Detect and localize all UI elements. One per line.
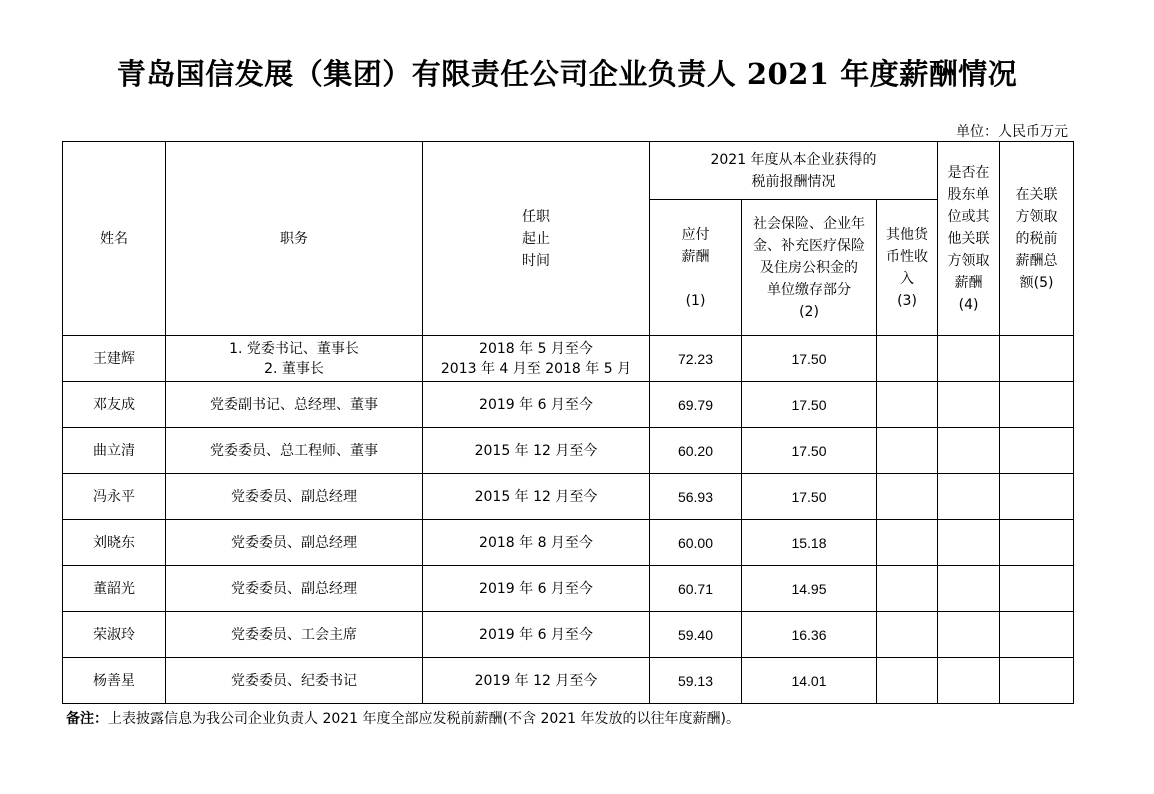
cell-other (877, 474, 938, 520)
cell-term: 2019 年 6 月至今 (423, 382, 650, 428)
table-row (63, 612, 1074, 658)
cell-name: 冯永平 (63, 474, 166, 520)
cell-payable: 60.20 (650, 428, 742, 474)
cell-term: 2019 年 6 月至今 (423, 566, 650, 612)
cell-insurance: 16.36 (742, 612, 877, 658)
unit-label: 单位：人民币万元 (956, 124, 1068, 140)
cell-insurance: 17.50 (742, 474, 877, 520)
cell-position: 党委副书记、总经理、董事 (166, 382, 423, 428)
cell-related (1000, 382, 1074, 428)
cell-name: 荣淑玲 (63, 612, 166, 658)
cell-related (1000, 612, 1074, 658)
header-name: 姓名 (63, 142, 166, 336)
cell-term: 2019 年 6 月至今 (423, 612, 650, 658)
cell-insurance: 17.50 (742, 428, 877, 474)
header-related: 在关联 方领取 的税前 薪酬总 额(5) (1000, 142, 1074, 336)
cell-shareholder (938, 612, 1000, 658)
salary-table (62, 141, 1074, 704)
cell-shareholder (938, 520, 1000, 566)
cell-insurance: 17.50 (742, 336, 877, 382)
cell-related (1000, 428, 1074, 474)
cell-term: 2015 年 12 月至今 (423, 474, 650, 520)
cell-payable: 69.79 (650, 382, 742, 428)
cell-related (1000, 520, 1074, 566)
cell-shareholder (938, 382, 1000, 428)
cell-term: 2015 年 12 月至今 (423, 428, 650, 474)
cell-term: 2019 年 12 月至今 (423, 658, 650, 704)
cell-shareholder (938, 428, 1000, 474)
table-row (63, 566, 1074, 612)
cell-name: 曲立清 (63, 428, 166, 474)
cell-related (1000, 474, 1074, 520)
cell-position: 党委委员、工会主席 (166, 612, 423, 658)
header-other: 其他货 币性收 入 (3) (877, 200, 938, 336)
cell-related (1000, 336, 1074, 382)
cell-payable: 60.71 (650, 566, 742, 612)
cell-other (877, 612, 938, 658)
table-row (63, 382, 1074, 428)
cell-position: 党委委员、副总经理 (166, 520, 423, 566)
page-title: 青岛国信发展（集团）有限责任公司企业负责人 2021 年度薪酬情况 (116, 57, 1018, 91)
cell-name: 董韶光 (63, 566, 166, 612)
cell-insurance: 14.01 (742, 658, 877, 704)
header-insurance: 社会保险、企业年 金、补充医疗保险 及住房公积金的 单位缴存部分 (2) (742, 200, 877, 336)
cell-insurance: 14.95 (742, 566, 877, 612)
cell-payable: 59.40 (650, 612, 742, 658)
table-row (63, 428, 1074, 474)
cell-shareholder (938, 474, 1000, 520)
cell-name: 杨善星 (63, 658, 166, 704)
cell-position: 党委委员、副总经理 (166, 474, 423, 520)
table-row (63, 520, 1074, 566)
cell-position: 党委委员、副总经理 (166, 566, 423, 612)
cell-other (877, 428, 938, 474)
cell-related (1000, 658, 1074, 704)
cell-other (877, 336, 938, 382)
cell-shareholder (938, 566, 1000, 612)
cell-position: 党委委员、纪委书记 (166, 658, 423, 704)
footnote-text: 上表披露信息为我公司企业负责人 2021 年度全部应发税前薪酬(不含 2021 年发放的以往年度薪酬)。 (108, 711, 740, 727)
cell-related (1000, 566, 1074, 612)
header-shareholder: 是否在 股东单 位或其 他关联 方领取 薪酬 (4) (938, 142, 1000, 336)
table-row (63, 658, 1074, 704)
header-pretax-group: 2021 年度从本企业获得的 税前报酬情况 (650, 142, 938, 200)
cell-payable: 59.13 (650, 658, 742, 704)
cell-term: 2018 年 5 月至今 2013 年 4 月至 2018 年 5 月 (423, 336, 650, 382)
cell-position: 1. 党委书记、董事长 2. 董事长 (166, 336, 423, 382)
table-row (63, 474, 1074, 520)
cell-insurance: 15.18 (742, 520, 877, 566)
cell-payable: 56.93 (650, 474, 742, 520)
cell-other (877, 382, 938, 428)
cell-payable: 60.00 (650, 520, 742, 566)
cell-name: 刘晓东 (63, 520, 166, 566)
cell-other (877, 658, 938, 704)
cell-name: 王建辉 (63, 336, 166, 382)
cell-term: 2018 年 8 月至今 (423, 520, 650, 566)
cell-other (877, 566, 938, 612)
header-position: 职务 (166, 142, 423, 336)
footnote-label: 备注： (66, 711, 108, 727)
cell-shareholder (938, 336, 1000, 382)
footnote (66, 708, 740, 728)
header-term: 任职 起止 时间 (423, 142, 650, 336)
cell-position: 党委委员、总工程师、董事 (166, 428, 423, 474)
table-row (63, 336, 1074, 382)
cell-insurance: 17.50 (742, 382, 877, 428)
cell-shareholder (938, 658, 1000, 704)
cell-other (877, 520, 938, 566)
cell-name: 邓友成 (63, 382, 166, 428)
cell-payable: 72.23 (650, 336, 742, 382)
header-payable: 应付 薪酬 (1) (650, 200, 742, 336)
